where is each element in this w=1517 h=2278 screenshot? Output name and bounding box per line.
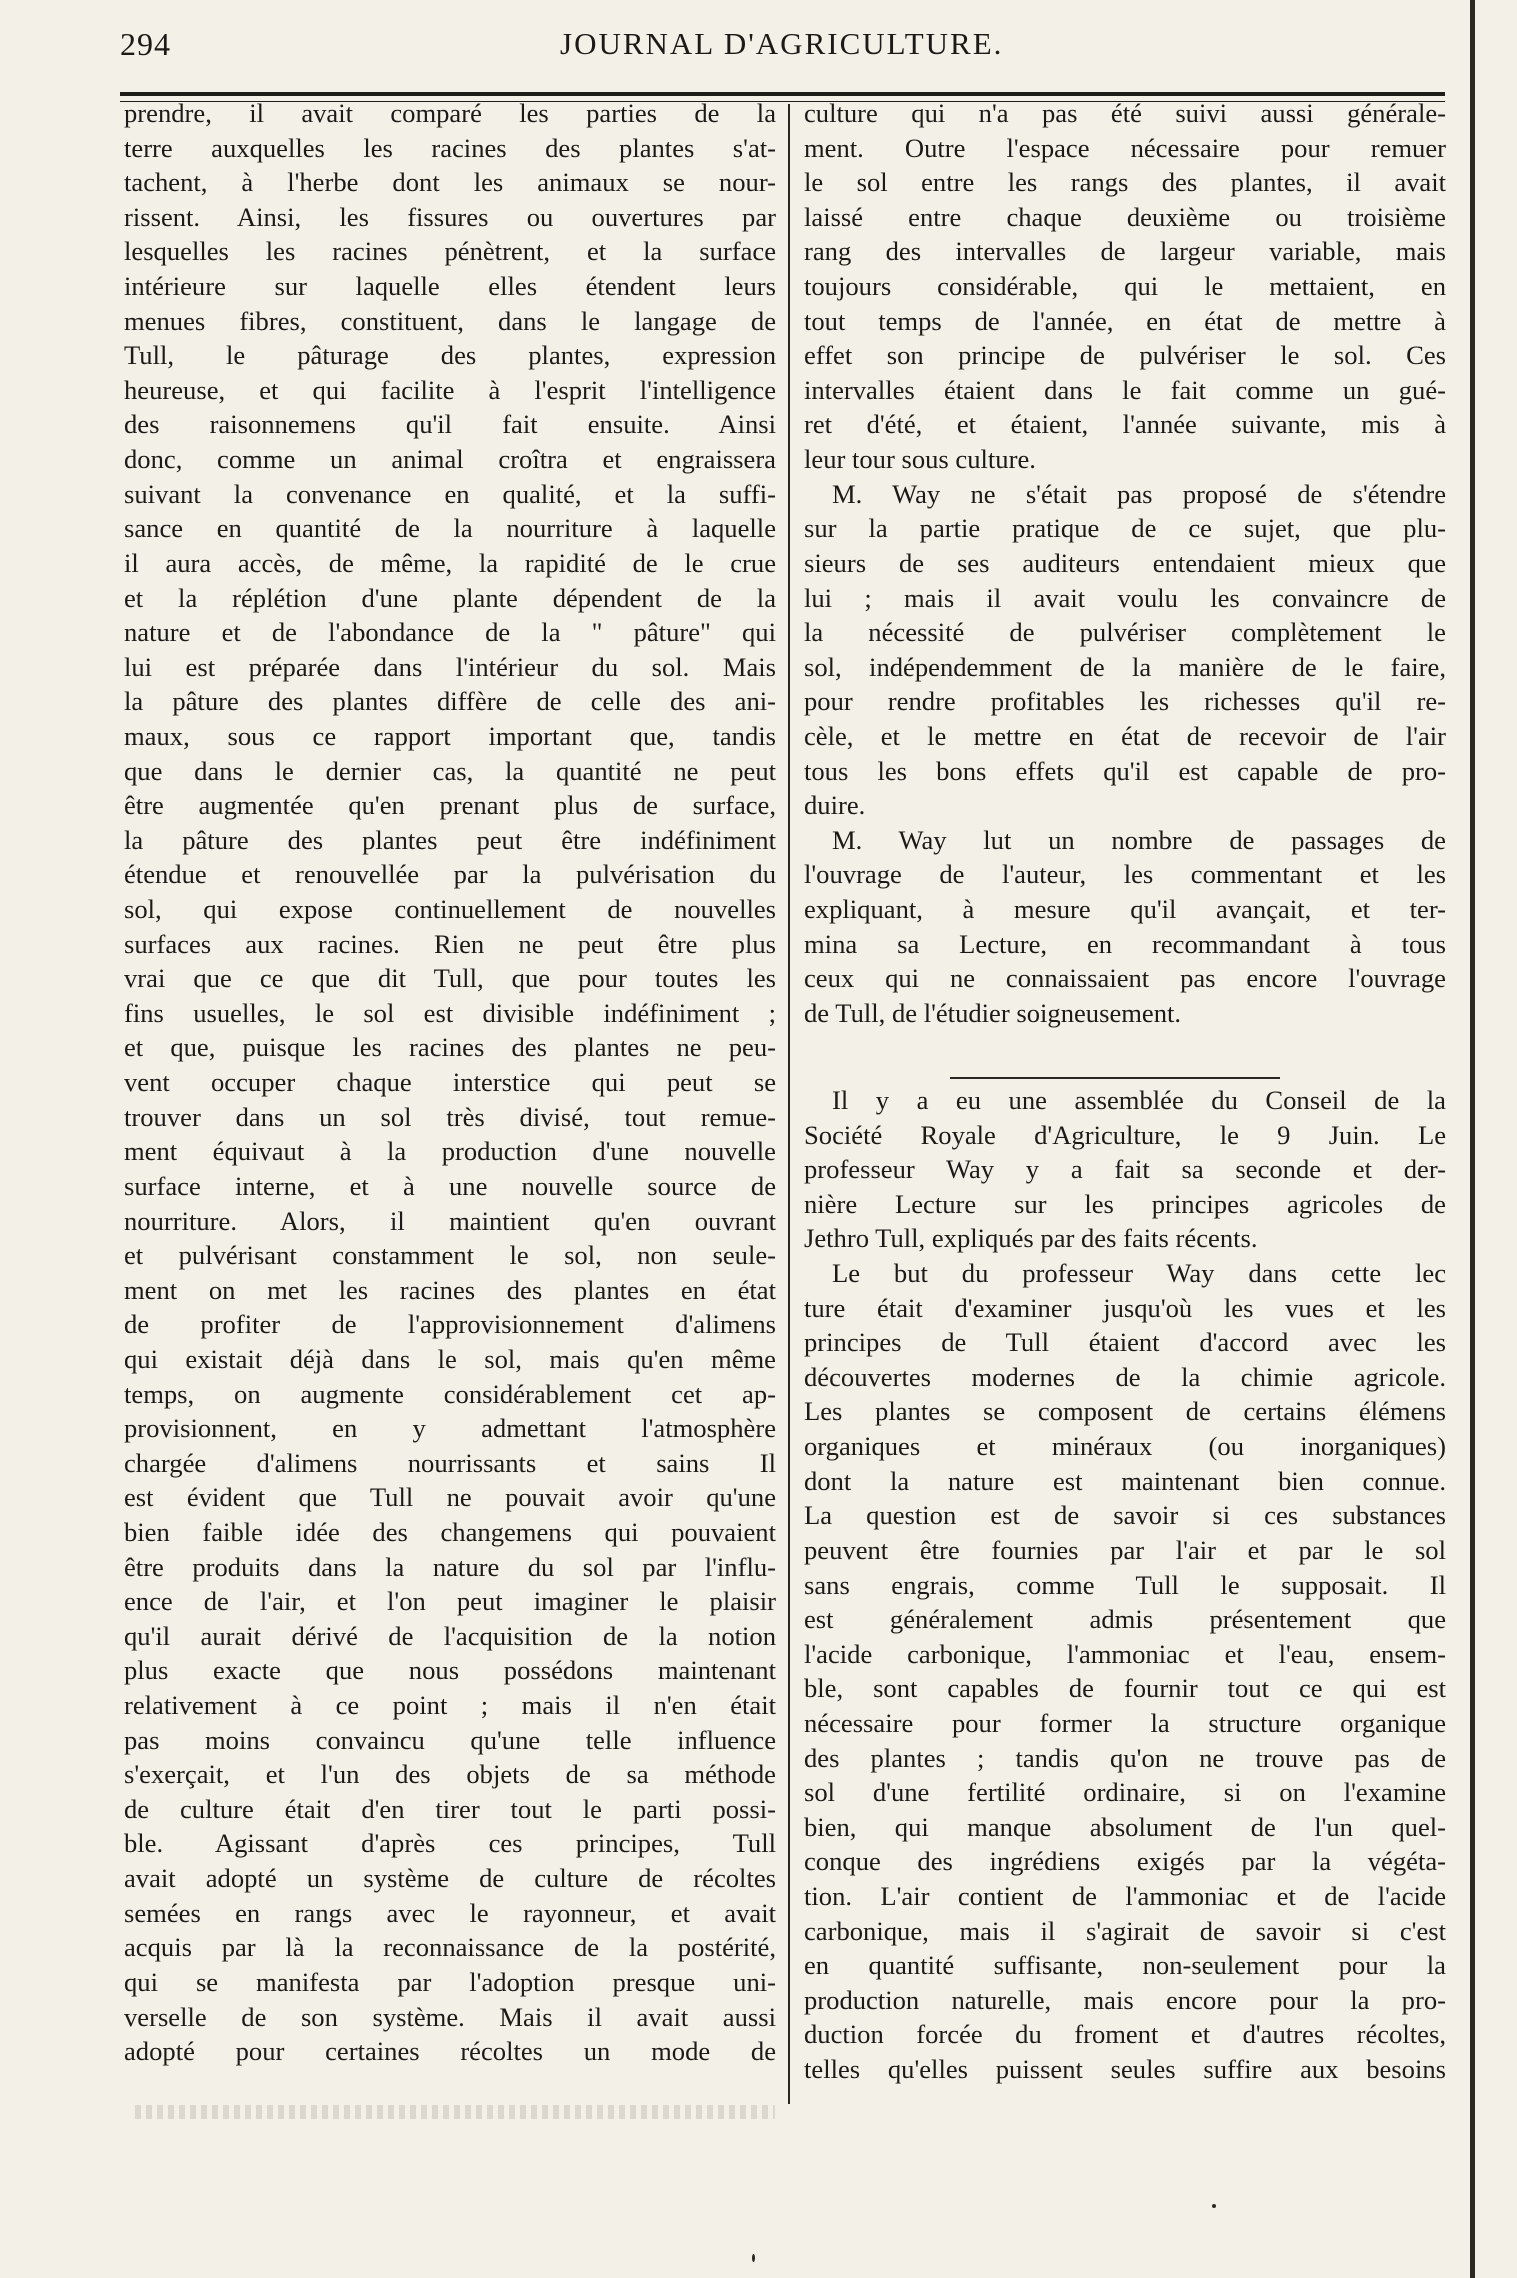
text-line: duction forcée du froment et d'autres récoltes, [804,2019,1446,2050]
text-line: ret d'été, et étaient, l'année suivante, mis à [804,409,1446,440]
text-line: toujours considérable, qui le mettaient, en [804,271,1446,302]
text-line: vrai que ce que dit Tull, que pour toutes les [124,963,776,994]
section-separator-rule [950,1077,1280,1079]
text-line: terre auxquelles les racines des plantes s'at- [124,132,776,163]
text-line: des raisonnemens qu'il fait ensuite. Ainsi [124,409,776,440]
text-line: surface interne, et à une nouvelle source de [124,1170,776,1201]
text-line: sans engrais, comme Tull le supposait. Il [804,1569,1446,1600]
text-line: heureuse, et qui facilite à l'esprit l'intelligence [124,374,776,405]
text-line: sol, indépendemment de la manière de le faire, [804,651,1446,682]
text-line: bien faible idée des changemens qui pouvaient [124,1516,776,1547]
text-line: provisionnent, en y admettant l'atmosphère [124,1413,776,1444]
text-line: M. Way ne s'était pas proposé de s'étendre [832,478,1446,509]
text-line: ment on met les racines des plantes en état [124,1274,776,1305]
text-line: de profiter de l'approvisionnement d'alimens [124,1309,776,1340]
text-line: en quantité suffisante, non-seulement pour la [804,1950,1446,1981]
text-line: nature et de l'abondance de la " pâture" qui [124,617,776,648]
text-line: rang des intervalles de largeur variable, mais [804,236,1446,267]
right-column-top [804,96,1446,1030]
text-line: est évident que Tull ne pouvait avoir qu'une [124,1482,776,1513]
text-line: suivant la convenance en qualité, et la suffi- [124,478,776,509]
footer-smudge [135,2105,775,2119]
text-line: adopté pour certaines récoltes un mode de [124,2036,776,2067]
text-line: sur la partie pratique de ce sujet, que plu- [804,513,1446,544]
text-line: de culture était d'en tirer tout le parti possi- [124,1793,776,1824]
text-line: intérieure sur laquelle elles étendent leurs [124,271,776,302]
page-number: 294 [120,26,171,62]
text-line: est généralement admis présentement que [804,1604,1446,1635]
text-line: ceux qui ne connaissaient pas encore l'ouvrage [804,963,1446,994]
text-line: professeur Way y a fait sa seconde et der- [804,1154,1446,1185]
text-line: l'ouvrage de l'auteur, les commentant et les [804,859,1446,890]
text-line: laissé entre chaque deuxième ou troisième [804,201,1446,232]
text-line: temps, on augmente considérablement cet ap- [124,1378,776,1409]
text-line: des plantes ; tandis qu'on ne trouve pas de [804,1742,1446,1773]
text-line: étendue et renouvellée par la pulvérisation du [124,859,776,890]
text-line: vent occuper chaque interstice qui peut se [124,1067,776,1098]
text-line: semées en rangs avec le rayonneur, et avait [124,1897,776,1928]
text-line: sieurs de ses auditeurs entendaient mieux que [804,547,1446,578]
text-line: l'acide carbonique, l'ammoniac et l'eau, ensem- [804,1638,1446,1669]
text-line: que dans le dernier cas, la quantité ne peut [124,755,776,786]
text-line: être produits dans la nature du sol par l'influ- [124,1551,776,1582]
text-line: verselle de son système. Mais il avait aussi [124,2001,776,2032]
text-line: bien, qui manque absolument de l'un quel- [804,1811,1446,1842]
text-line: lui ; mais il avait voulu les convaincre de [804,582,1446,613]
text-line: effet son principe de pulvériser le sol. Ces [804,340,1446,371]
text-line: cèle, et le mettre en état de recevoir de l'air [804,720,1446,751]
text-line: expliquant, à mesure qu'il avançait, et ter- [804,894,1446,925]
text-line: il aura accès, de même, la rapidité de le crue [124,547,776,578]
page-edge-shadow [1470,0,1475,2278]
text-line: ment équivaut à la production d'une nouvelle [124,1136,776,1167]
text-line: lui est préparée dans l'intérieur du sol. Mais [124,651,776,682]
text-line: tout temps de l'année, en état de mettre à [804,305,1446,336]
text-line: sance en quantité de la nourriture à laquelle [124,513,776,544]
text-line: M. Way lut un nombre de passages de [832,824,1446,855]
ink-speck [752,2254,755,2262]
text-line: La question est de savoir si ces substances [804,1500,1446,1531]
text-line: rissent. Ainsi, les fissures ou ouvertures par [124,201,776,232]
text-line: surfaces aux racines. Rien ne peut être plus [124,928,776,959]
text-line: et pulvérisant constamment le sol, non seule- [124,1240,776,1271]
text-line: s'exerçait, et l'un des objets de sa méthode [124,1759,776,1790]
text-line: et que, puisque les racines des plantes ne peu- [124,1032,776,1063]
text-line: être augmentée qu'en prenant plus de surface, [124,790,776,821]
text-line: de Tull, de l'étudier soigneusement. [804,997,1182,1028]
left-column [124,96,776,2069]
text-line: fins usuelles, le sol est divisible indéfiniment ; [124,997,776,1028]
text-line: la pâture des plantes peut être indéfiniment [124,824,776,855]
text-line: nière Lecture sur les principes agricoles de [804,1188,1446,1219]
text-line: lesquelles les racines pénètrent, et la surface [124,236,776,267]
text-line: pour rendre profitables les richesses qu'il re- [804,686,1446,717]
text-line: la pâture des plantes diffère de celle des ani- [124,686,776,717]
text-line: nécessaire pour former la structure organique [804,1707,1446,1738]
text-line: Il y a eu une assemblée du Conseil de la [832,1085,1446,1115]
text-line: qu'il aurait dérivé de l'acquisition de la notion [124,1620,776,1651]
text-line: ble. Agissant d'après ces principes, Tull [124,1828,776,1859]
text-line: donc, comme un animal croîtra et engraissera [124,444,776,475]
text-line: dont la nature est maintenant bien connue. [804,1465,1446,1496]
text-line: peuvent être fournies par l'air et par le sol [804,1534,1446,1565]
running-title: JOURNAL D'AGRICULTURE. [560,26,1004,61]
text-line: pas moins convaincu qu'une telle influence [124,1724,776,1755]
text-line: sol d'une fertilité ordinaire, si on l'examine [804,1777,1446,1808]
text-line: ture était d'examiner jusqu'où les vues et les [804,1292,1446,1323]
text-line: leur tour sous culture. [804,444,1036,475]
column-divider [788,104,790,2104]
text-line: qui existait déjà dans le sol, mais qu'en même [124,1343,776,1374]
text-line: telles qu'elles puissent seules suffire aux besoins [804,2054,1446,2085]
text-line: conque des ingrédiens exigés par la végéta- [804,1846,1446,1877]
text-line: relativement à ce point ; mais il n'en était [124,1690,776,1721]
text-line: tachent, à l'herbe dont les animaux se nour- [124,167,776,198]
text-line: et la réplétion d'une plante dépendent de la [124,582,776,613]
text-line: maux, sous ce rapport important que, tandis [124,720,776,751]
text-line: prendre, il avait comparé les parties de la [124,98,776,128]
text-line: avait adopté un système de culture de récoltes [124,1863,776,1894]
text-line: ment. Outre l'espace nécessaire pour remuer [804,132,1446,163]
text-line: trouver dans un sol très divisé, tout remue- [124,1101,776,1132]
text-line: le sol entre les rangs des plantes, il avait [804,167,1446,198]
text-line: Jethro Tull, expliqués par des faits récents. [804,1223,1258,1254]
ink-speck [1212,2204,1216,2208]
text-line: découvertes modernes de la chimie agricole. [804,1361,1446,1392]
text-line: chargée d'alimens nourrissants et sains Il [124,1447,776,1478]
text-line: mina sa Lecture, en recommandant à tous [804,928,1446,959]
text-line: intervalles étaient dans le fait comme un gué- [804,374,1446,405]
text-line: duire. [804,790,866,821]
text-line: menues fibres, constituent, dans le langage de [124,305,776,336]
text-line: Les plantes se composent de certains élémens [804,1396,1446,1427]
text-line: Tull, le pâturage des plantes, expression [124,340,776,371]
text-line: sol, qui expose continuellement de nouvelles [124,894,776,925]
text-line: qui se manifesta par l'adoption presque uni- [124,1966,776,1997]
text-line: production naturelle, mais encore pour la pro- [804,1984,1446,2015]
text-line: acquis par là la reconnaissance de la postérité, [124,1932,776,1963]
text-line: nourriture. Alors, il maintient qu'en ouvrant [124,1205,776,1236]
text-line: ble, sont capables de fournir tout ce qui est [804,1673,1446,1704]
text-line: tion. L'air contient de l'ammoniac et de l'acide [804,1881,1446,1912]
text-line: principes de Tull étaient d'accord avec les [804,1327,1446,1358]
right-column-bottom [804,1083,1446,2087]
text-line: Société Royale d'Agriculture, le 9 Juin. Le [804,1119,1446,1150]
text-line: la nécessité de pulvériser complètement le [804,617,1446,648]
text-line: culture qui n'a pas été suivi aussi générale- [804,98,1446,128]
text-line: carbonique, mais il s'agirait de savoir si c'est [804,1915,1446,1946]
text-line: ence de l'air, et l'on peut imaginer le plaisir [124,1586,776,1617]
page-header [120,22,1420,72]
text-line: Le but du professeur Way dans cette lec [832,1258,1446,1289]
text-line: plus exacte que nous possédons maintenant [124,1655,776,1686]
text-line: organiques et minéraux (ou inorganiques) [804,1431,1446,1462]
text-line: tous les bons effets qu'il est capable de pro- [804,755,1446,786]
